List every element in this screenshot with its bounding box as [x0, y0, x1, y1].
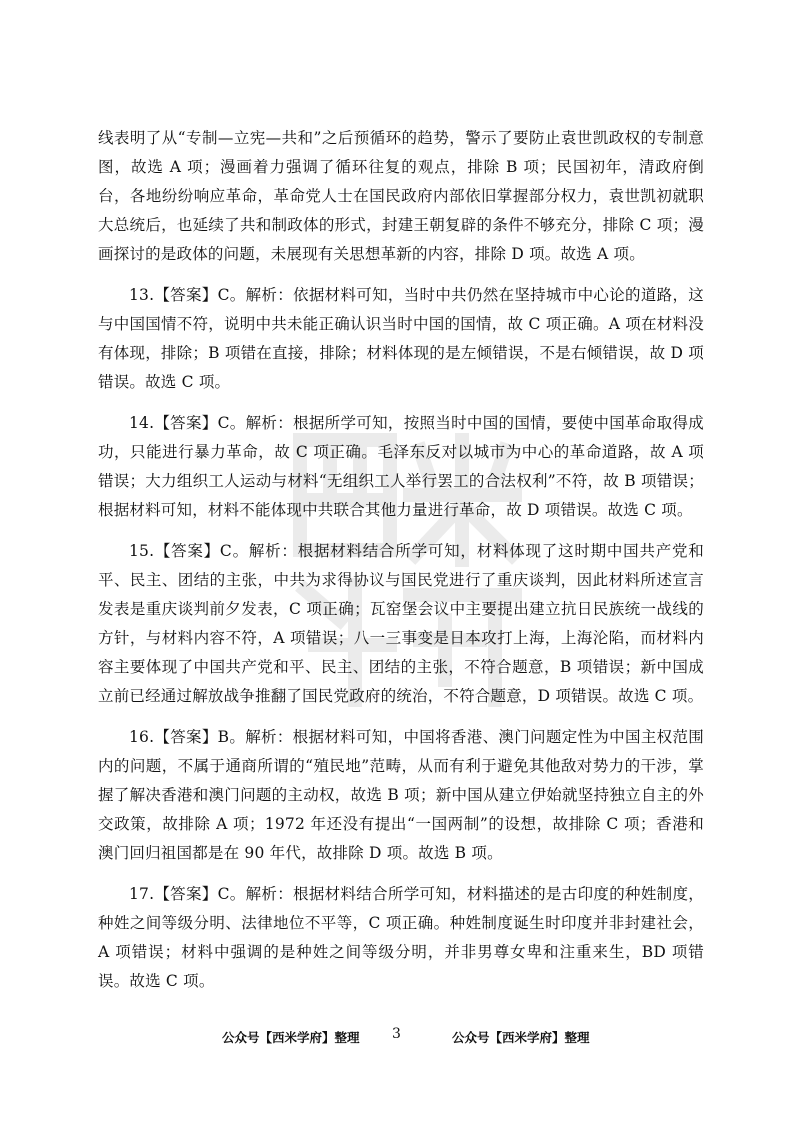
- page-number: 3: [392, 1026, 401, 1042]
- footer-left-credit: 公众号【西米学府】整理: [222, 1030, 360, 1045]
- footer-right-credit: 公众号【西米学府】整理: [452, 1030, 590, 1045]
- page-footer: [0, 1024, 800, 1048]
- paragraph-q16: 16.【答案】B。解析：根据材料可知，中国将香港、澳门问题定性为中国主权范围内的问题，不属于通商所谓的“殖民地”范畴，从而有利于避免其他敌对势力的干涉，掌握了解决香港和澳门问题的主动权，故选 B 项；新中国从建立伊始就坚持独立自主的外交政策，故排除 A 项；1972 年还没有提出“一国两制”的设想，故排除 C 项；香港和澳门回归祖国都是在 90 年代，故排除 D 项。故选 B 项。: [98, 728, 704, 862]
- paragraph-q13: 13.【答案】C。解析：依据材料可知，当时中共仍然在坚持城市中心论的道路，这与中国国情不符，说明中共未能正确认识当时中国的国情，故 C 项正确。A 项在材料没有体现，排除；B 项错在直接，排除；材料体现的是左倾错误，不是右倾错误，故 D 项错误。故选 C 项。: [98, 286, 704, 391]
- paragraph-q12-continued: 线表明了从“专制—立宪—共和”之后预循环的趋势，警示了要防止袁世凯政权的专制意图，故选 A 项；漫画着力强调了循环往复的观点，排除 B 项；民国初年，清政府倒台，各地纷纷响应革命，革命党人士在国民政府内部依旧掌握部分权力，袁世凯初就职大总统后，也延续了共和制政体的形式，封建王朝复辟的条件不够充分，排除 C 项；漫画探讨的是政体的问题，未展现有关思想革新的内容，排除 D 项。故选 A 项。: [98, 129, 704, 263]
- paragraph-q14: 14.【答案】C。解析：根据所学可知，按照当时中国的国情，要使中国革命取得成功，只能进行暴力革命，故 C 项正确。毛泽东反对以城市为中心的革命道路，故 A 项错误；大力组织工人运动与材料“无组织工人举行罢工的合法权利”不符，故 B 项错误；根据材料可知，材料不能体现中共联合其他力量进行革命，故 D 项错误。故选 C 项。: [98, 414, 704, 519]
- paragraph-q15: 15.【答案】C。解析：根据材料结合所学可知，材料体现了这时期中国共产党和平、民主、团结的主张，中共为求得协议与国民党进行了重庆谈判，因此材料所述宣言发表是重庆谈判前夕发表，C 项正确；瓦窑堡会议中主要提出建立抗日民族统一战线的方针，与材料内容不符，A 项错误；八一三事变是日本攻打上海，上海沦陷，而材料内容主要体现了中国共产党和平、民主、团结的主张，不符合题意，B 项错误；新中国成立前已经通过解放战争推翻了国民党政府的统治，不符合题意，D 项错误。故选 C 项。: [98, 542, 704, 705]
- answer-explanations: [98, 124, 704, 1008]
- paragraph-q17: 17.【答案】C。解析：根据材料结合所学可知，材料描述的是古印度的种姓制度，种姓之间等级分明、法律地位不平等，C 项正确。种姓制度诞生时印度并非封建社会，A 项错误；材料中强调的是种姓之间等级分明，并非男尊女卑和注重来生，BD 项错误。故选 C 项。: [98, 885, 704, 990]
